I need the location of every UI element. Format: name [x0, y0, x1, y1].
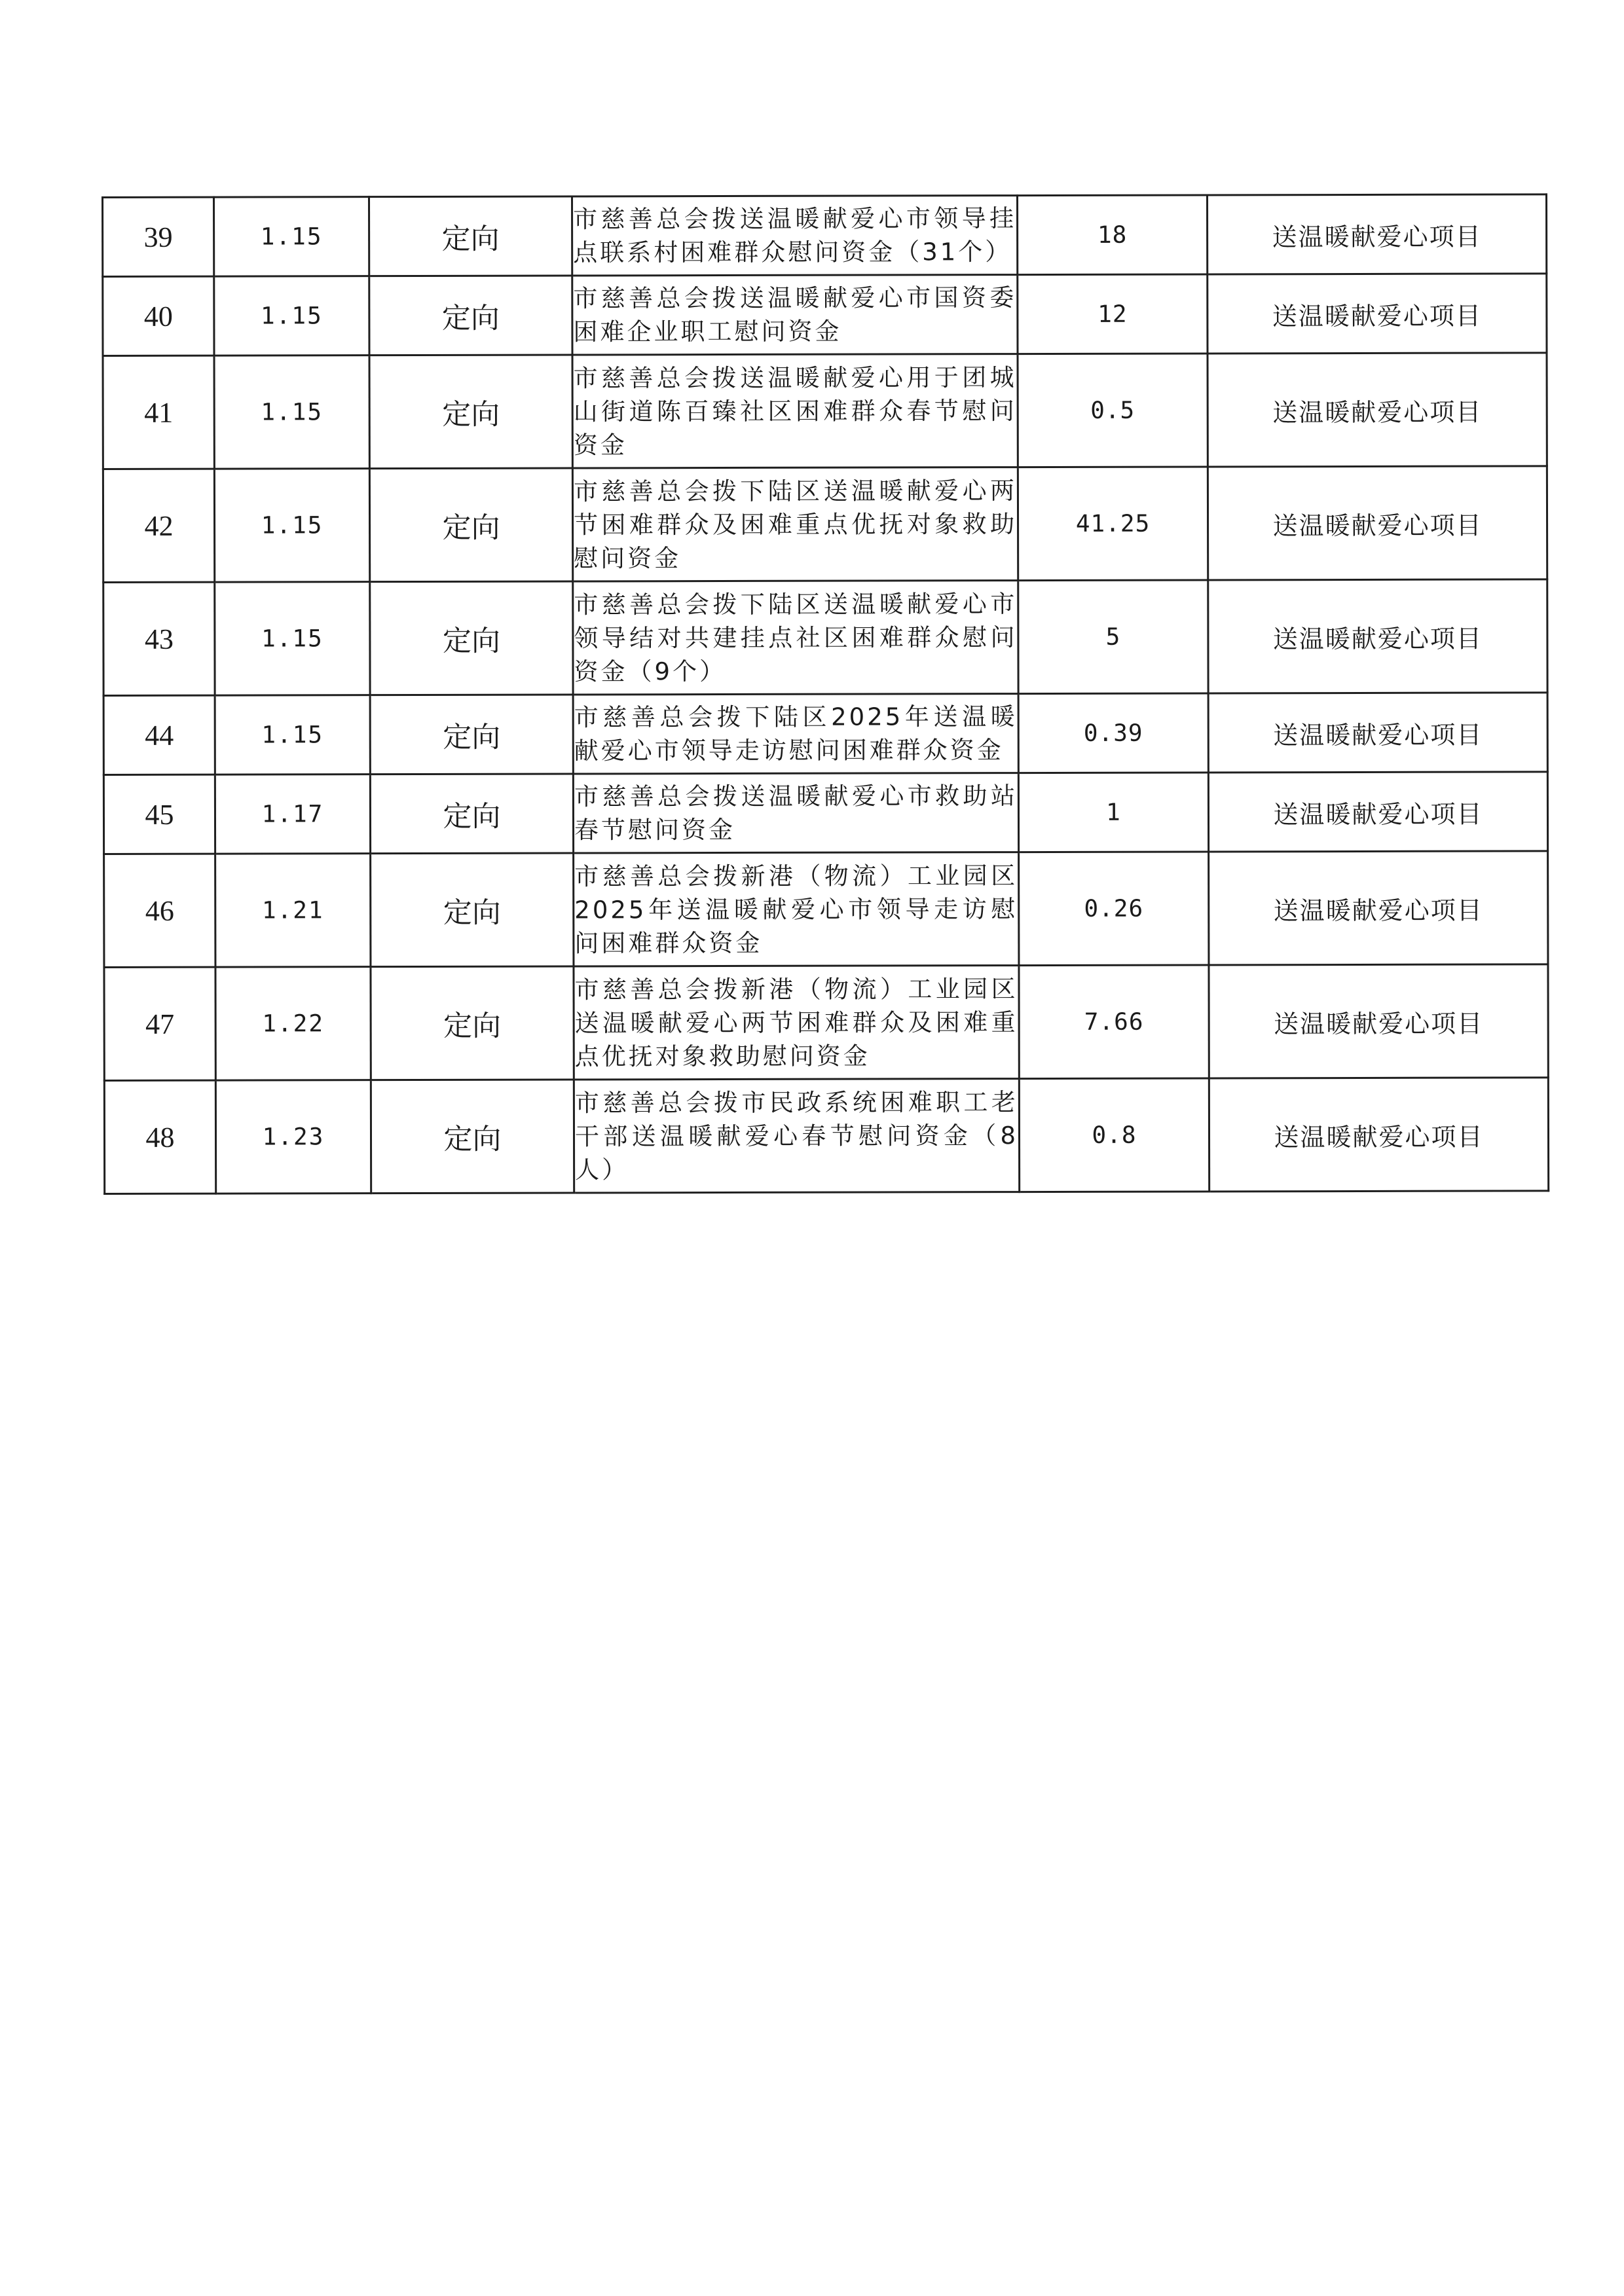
row-description: 市慈善总会拨下陆区送温暖献爱心两节困难群众及困难重点优抚对象救助慰问资金 — [572, 467, 1018, 581]
table-row — [104, 964, 1548, 1081]
row-date: 1.21 — [215, 854, 371, 967]
row-amount: 12 — [1018, 274, 1208, 354]
row-category: 送温暖献爱心项目 — [1208, 693, 1547, 773]
table-row — [103, 194, 1547, 277]
table-row — [103, 466, 1547, 583]
row-description: 市慈善总会拨下陆区2025年送温暖献爱心市领导走访慰问困难群众资金 — [573, 694, 1018, 774]
row-category: 送温暖献爱心项目 — [1209, 1078, 1548, 1192]
row-date: 1.15 — [214, 469, 369, 582]
row-number: 39 — [103, 197, 214, 276]
row-category: 送温暖献爱心项目 — [1208, 353, 1547, 467]
row-description: 市慈善总会拨市民政系统困难职工老干部送温暖献爱心春节慰问资金（8人） — [574, 1079, 1019, 1193]
row-amount: 1 — [1018, 773, 1208, 852]
row-date: 1.15 — [214, 197, 369, 276]
row-category: 送温暖献爱心项目 — [1208, 274, 1547, 354]
row-description: 市慈善总会拨送温暖献爱心市领导挂点联系村困难群众慰问资金（31个） — [572, 196, 1018, 276]
row-description: 市慈善总会拨新港（物流）工业园区2025年送温暖献爱心市领导走访慰问困难群众资金 — [574, 852, 1019, 966]
row-description: 市慈善总会拨新港（物流）工业园区送温暖献爱心两节困难群众及困难重点优抚对象救助慰问资金 — [574, 966, 1019, 1080]
row-category: 送温暖献爱心项目 — [1209, 964, 1548, 1078]
row-type: 定向 — [369, 355, 572, 469]
row-type: 定向 — [369, 196, 572, 276]
row-number: 41 — [103, 355, 214, 469]
row-amount: 0.8 — [1019, 1078, 1209, 1192]
row-description: 市慈善总会拨送温暖献爱心用于团城山街道陈百臻社区困难群众春节慰问资金 — [572, 354, 1018, 468]
table-row — [103, 353, 1547, 469]
row-amount: 18 — [1018, 195, 1208, 275]
row-date: 1.15 — [214, 276, 369, 355]
row-category: 送温暖献爱心项目 — [1208, 466, 1547, 580]
row-number: 47 — [104, 967, 215, 1080]
table-row — [103, 772, 1547, 854]
row-number: 40 — [103, 276, 214, 355]
disbursement-table — [101, 193, 1549, 1195]
row-category: 送温暖献爱心项目 — [1209, 851, 1548, 965]
row-type: 定向 — [370, 581, 573, 695]
row-number: 48 — [104, 1080, 215, 1194]
row-amount: 7.66 — [1019, 965, 1209, 1079]
table-row — [103, 693, 1547, 775]
table-row — [103, 579, 1547, 696]
row-date: 1.23 — [215, 1080, 371, 1194]
row-amount: 41.25 — [1018, 467, 1208, 581]
row-description: 市慈善总会拨送温暖献爱心市救助站春节慰问资金 — [573, 773, 1018, 853]
row-type: 定向 — [371, 1080, 574, 1194]
row-number: 46 — [104, 854, 215, 967]
row-amount: 0.5 — [1018, 354, 1208, 467]
row-type: 定向 — [371, 966, 574, 1080]
row-number: 43 — [103, 582, 215, 695]
row-date: 1.15 — [215, 582, 370, 695]
table-row — [104, 1078, 1548, 1194]
row-amount: 0.39 — [1018, 693, 1208, 773]
row-category: 送温暖献爱心项目 — [1208, 772, 1547, 852]
row-description: 市慈善总会拨下陆区送温暖献爱心市领导结对共建挂点社区困难群众慰问资金（9个） — [573, 581, 1018, 695]
row-description: 市慈善总会拨送温暖献爱心市国资委困难企业职工慰问资金 — [572, 275, 1018, 355]
row-amount: 5 — [1018, 580, 1208, 694]
row-number: 45 — [103, 774, 215, 854]
table-row — [104, 851, 1548, 968]
row-date: 1.22 — [215, 967, 371, 1080]
row-date: 1.17 — [215, 774, 370, 854]
row-category: 送温暖献爱心项目 — [1207, 194, 1546, 274]
row-amount: 0.26 — [1019, 852, 1209, 966]
row-date: 1.15 — [215, 695, 370, 774]
row-number: 42 — [103, 469, 214, 582]
row-date: 1.15 — [214, 355, 369, 469]
row-type: 定向 — [369, 468, 572, 582]
row-type: 定向 — [370, 695, 573, 774]
row-category: 送温暖献爱心项目 — [1208, 579, 1547, 693]
row-number: 44 — [103, 695, 215, 774]
row-type: 定向 — [371, 853, 574, 967]
row-type: 定向 — [369, 276, 572, 355]
row-type: 定向 — [370, 774, 573, 854]
table-body — [103, 194, 1549, 1194]
table-row — [103, 274, 1547, 356]
